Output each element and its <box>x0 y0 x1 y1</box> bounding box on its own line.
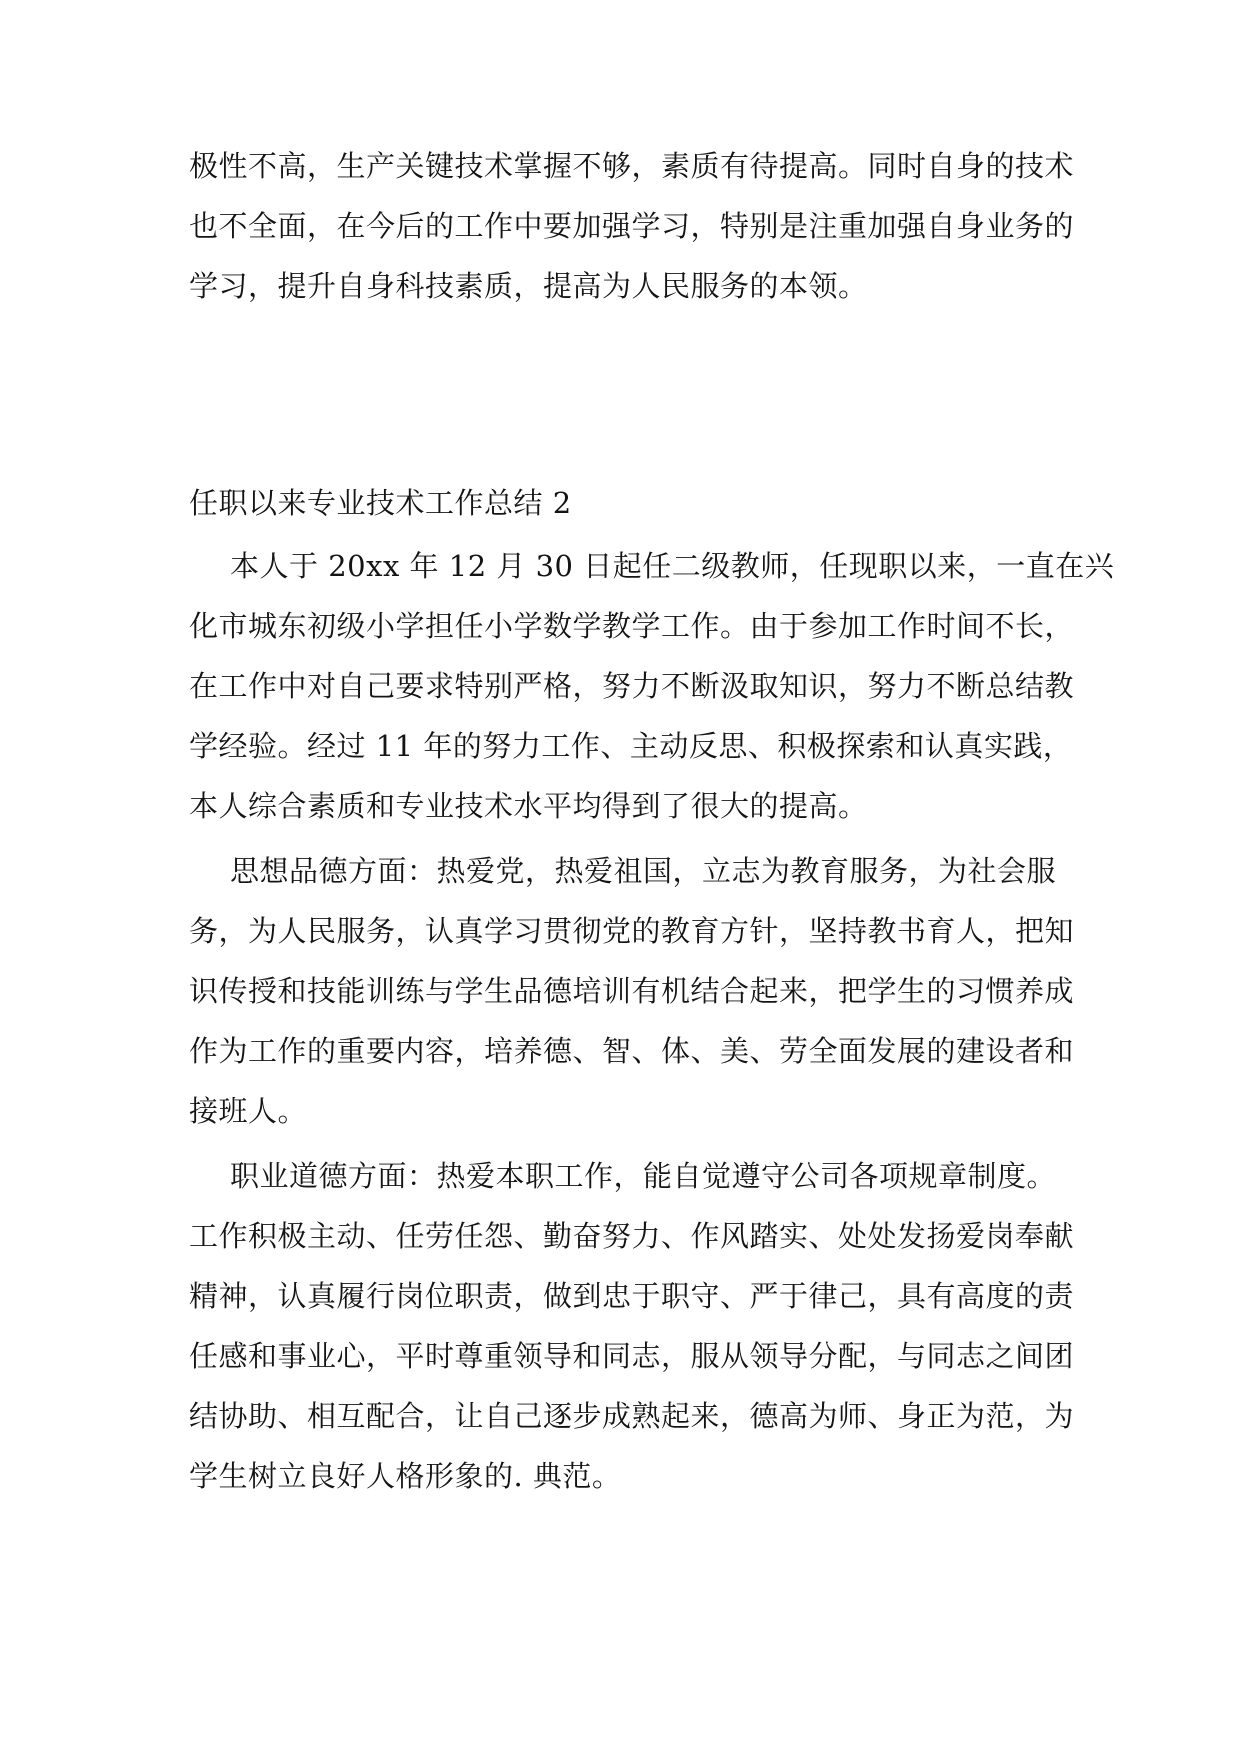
text-line: 作为工作的重要内容，培养德、智、体、美、劳全面发展的建设者和 <box>189 1034 1075 1068</box>
text-line: 学习，提升自身科技素质，提高为人民服务的本领。 <box>189 269 868 303</box>
text-line: 职业道德方面：热爱本职工作，能自觉遵守公司各项规章制度。 <box>230 1159 1057 1193</box>
text-line: 工作积极主动、任劳任怨、勤奋努力、作风踏实、处处发扬爱岗奉献 <box>189 1219 1075 1253</box>
text-line: 也不全面，在今后的工作中要加强学习，特别是注重加强自身业务的 <box>189 209 1075 243</box>
text-line: 精神，认真履行岗位职责，做到忠于职守、严于律己，具有高度的责 <box>189 1279 1075 1313</box>
text-line: 化市城东初级小学担任小学数学教学工作。由于参加工作时间不长， <box>189 609 1075 643</box>
text-line: 识传授和技能训练与学生品德培训有机结合起来，把学生的习惯养成 <box>189 974 1075 1008</box>
text-line: 任感和事业心，平时尊重领导和同志，服从领导分配，与同志之间团 <box>189 1339 1075 1373</box>
text-line: 在工作中对自己要求特别严格，努力不断汲取知识，努力不断总结教 <box>189 669 1075 703</box>
text-line: 接班人。 <box>189 1094 308 1128</box>
text-line: 务，为人民服务，认真学习贯彻党的教育方针，坚持教书育人，把知 <box>189 914 1075 948</box>
text-line: 本人综合素质和专业技术水平均得到了很大的提高。 <box>189 789 868 823</box>
text-line: 极性不高，生产关键技术掌握不够，素质有待提高。同时自身的技术 <box>189 149 1075 183</box>
text-line: 思想品德方面：热爱党，热爱祖国，立志为教育服务，为社会服 <box>230 854 1057 888</box>
text-line: 学经验。经过 11 年的努力工作、主动反思、积极探索和认真实践， <box>189 729 1073 763</box>
text-line: 结协助、相互配合，让自己逐步成熟起来，德高为师、身正为范，为 <box>189 1399 1075 1433</box>
text-line: 本人于 20xx 年 12 月 30 日起任二级教师，任现职以来，一直在兴 <box>230 549 1115 583</box>
section-title: 任职以来专业技术工作总结 2 <box>189 486 572 520</box>
text-line: 学生树立良好人格形象的. 典范。 <box>189 1459 622 1493</box>
